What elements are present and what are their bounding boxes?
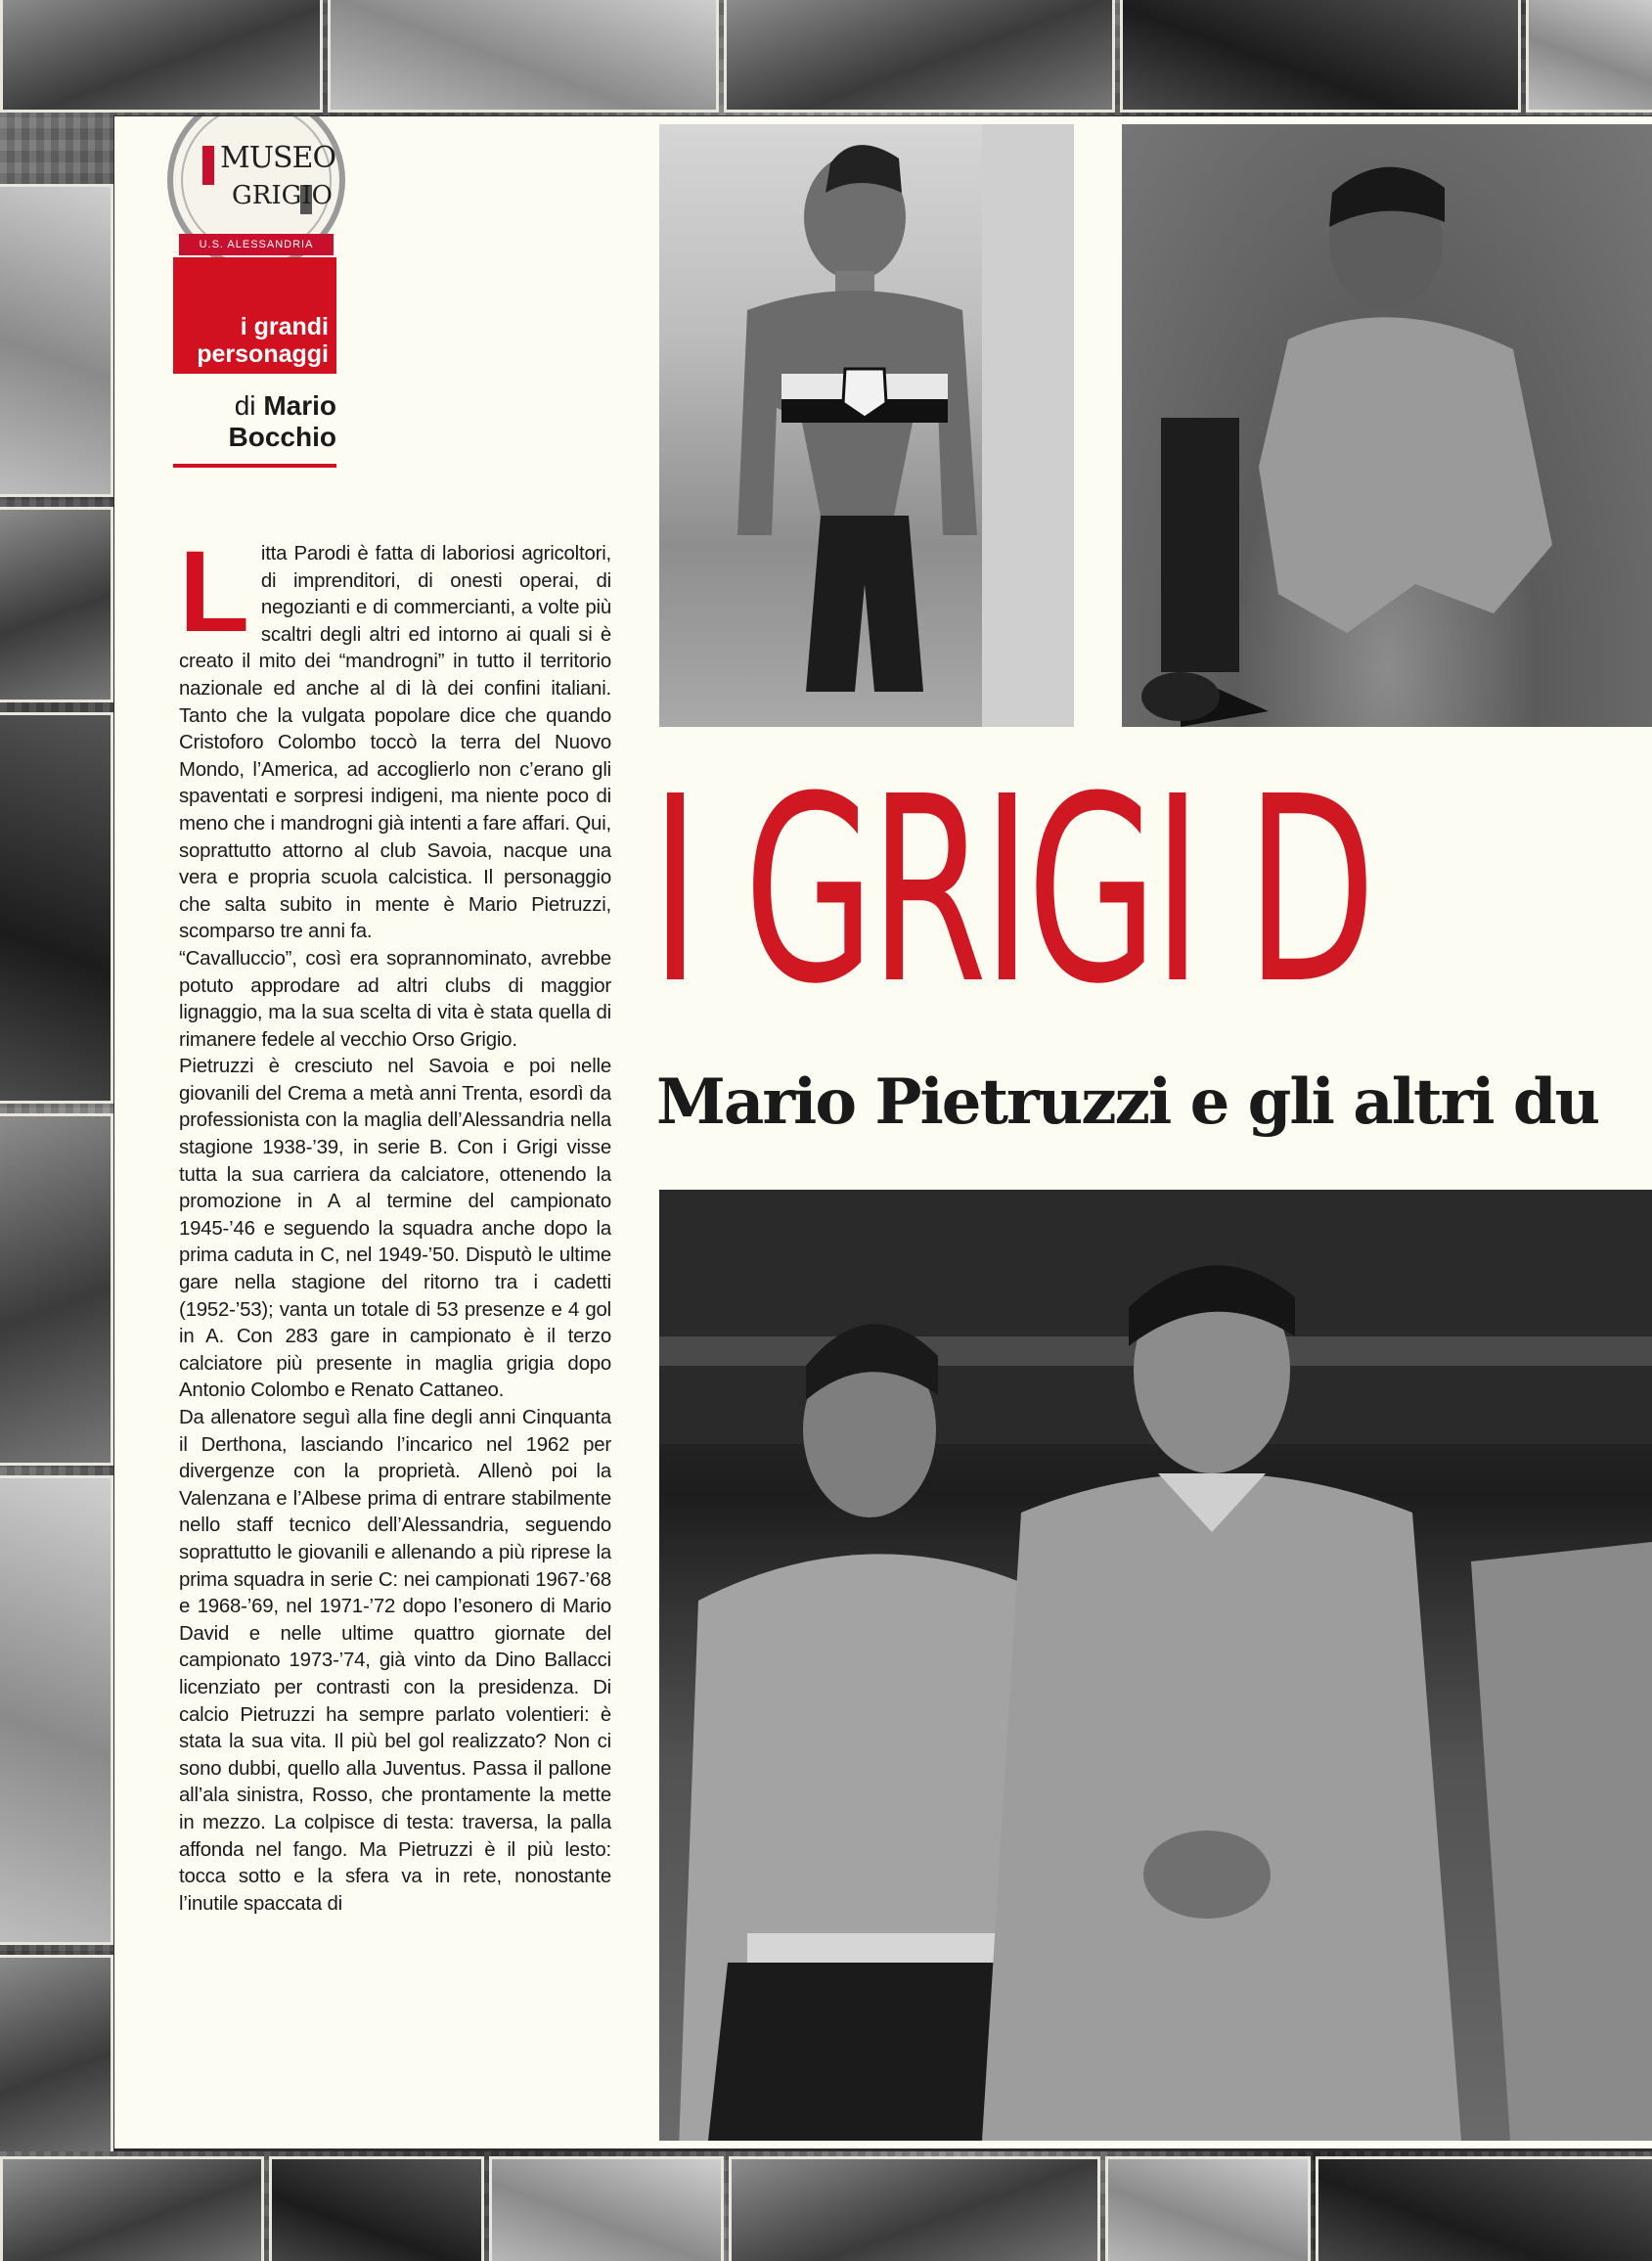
team-photo-2 [724,0,1115,113]
team-photo-3 [0,1955,113,2153]
article-paragraph: Pietruzzi è cresciuto nel Savoia e poi nelle giovanili del Crema a metà anni Trenta, esordì da professionista con la maglia dell’Alessandria nella stagione 1938-’39, in serie B. Con i Grigi visse tutta la sua carriera da calciatore, ottenendo la promozione in A al termine del campionato 1945-’46 e seguendo la squadra anche dopo la prima caduta in C, nel 1949-’50. Disputò le ultime gare nella stagione del ritorno tra i cadetti (1952-’53); vanta un totale di 53 presenze e 4 gol in A. Con 283 gare in campionato è il terzo calciatore più presente in maglia grigia dopo Antonio Colombo e Renato Cattaneo. [179,1056,611,1402]
logo-text-grigio: GRIGIO [232,181,333,210]
logo-text-museo: MUSEO [220,141,336,175]
article-paragraph: “Cavalluccio”, così era soprannominato, avrebbe potuto approdare ad altri clubs di maggior lignaggio, ma la sua scelta di vita è stata quella di rimanere fedele al vecchio Orso Grigio. [179,947,611,1051]
championship-souvenir [489,2156,724,2261]
section-label [173,257,336,374]
byline-prefix: di [234,390,256,421]
poster-collage [0,1475,113,1945]
autograph-card [1105,2156,1311,2261]
headline: I GRIGI D [650,742,1371,1040]
byline-rule [173,464,336,468]
vintage-card [1526,0,1652,113]
badge-collage [0,712,113,1104]
article-body [179,541,611,2148]
match-photo [1120,0,1521,113]
subtitle: Mario Pietruzzi e gli altri du [656,1065,1599,1139]
byline [173,390,336,453]
photo-two-players [659,1190,1652,2141]
player-card-2 [0,507,113,702]
section-label-line1: i grandi [240,313,329,340]
article-page [114,116,1652,2148]
logo-ribbon: U.S. ALESSANDRIA [179,234,334,255]
team-photo-5 [729,2156,1100,2261]
action-photo [0,1113,113,1466]
author-last-name: Bocchio [228,422,336,452]
bottom-photo-collage [0,2151,1652,2261]
photo-player-kneeling [1122,124,1652,727]
article-paragraph: Da allenatore seguì alla fine degli anni Cinquanta il Derthona, lasciando l’incarico nel 1962 per divergenze con la proprietà. Allenò poi la Valenzana e l’Albese prima di entrare stabilmente nello staff tecnico dell’Alessandria, seguendo soprattutto le giovanili e allenando a più riprese la prima squadra in serie C: nei campionati 1967-’68 e 1968-’69, nel 1971-’72 dopo l’esonero di Mario David e nelle ultime quattro giornate del campionato 1973-’74, già vinto da Dino Ballacci licenziato per contrasti con la presidenza. Di calcio Pietruzzi ha sempre parlato volentieri: è stata la sua vita. Il più bel gol realizzato? Non ci sono dubbi, quello alla Juventus. Passa il pallone all’ala sinistra, Rosso, che prontamente la mette in mezzo. La colpisce di testa: traversa, la palla affonda nel fango. Ma Pietruzzi è il più lesto: tocca sotto e la sfera va in rete, nonostante l’inutile spaccata di [179,1407,611,1915]
drop-cap: L [179,541,249,656]
stadium-photo [328,0,719,113]
match-photo-3 [1316,2156,1652,2261]
player-card-1 [0,184,113,497]
team-photo-1 [0,0,323,113]
team-photo-4 [0,2156,264,2261]
match-photo-2 [269,2156,484,2261]
museo-grigio-logo [163,116,349,273]
left-photo-collage [0,115,113,2153]
author-first-name: Mario [263,390,336,421]
top-photo-collage [0,0,1652,115]
photo-player-portrait [659,124,1074,727]
section-label-line2: personaggi [197,340,329,368]
article-paragraph: itta Parodi è fatta di laboriosi agricoltori, di imprenditori, di onesti operai, di negozianti e di commercianti, a volte più scaltri degli altri ed intorno ai quali si è creato il mito dei “mandrogni” in tutto il territorio nazionale ed anche al di là dei confini italiani. Tanto che la vulgata popolare dice che quando Cristoforo Colombo toccò la terra del Nuovo Mondo, l’America, ad accoglierlo non c’erano gli spaventati e sorpresi indigeni, ma niente poco di meno che i mandrogni già intenti a fare affari. Qui, soprattutto attorno al club Savoia, nacque una vera e propria scuola calcistica. Il personaggio che salta subito in mente è Mario Pietruzzi, scomparso tre anni fa. [179,543,611,943]
